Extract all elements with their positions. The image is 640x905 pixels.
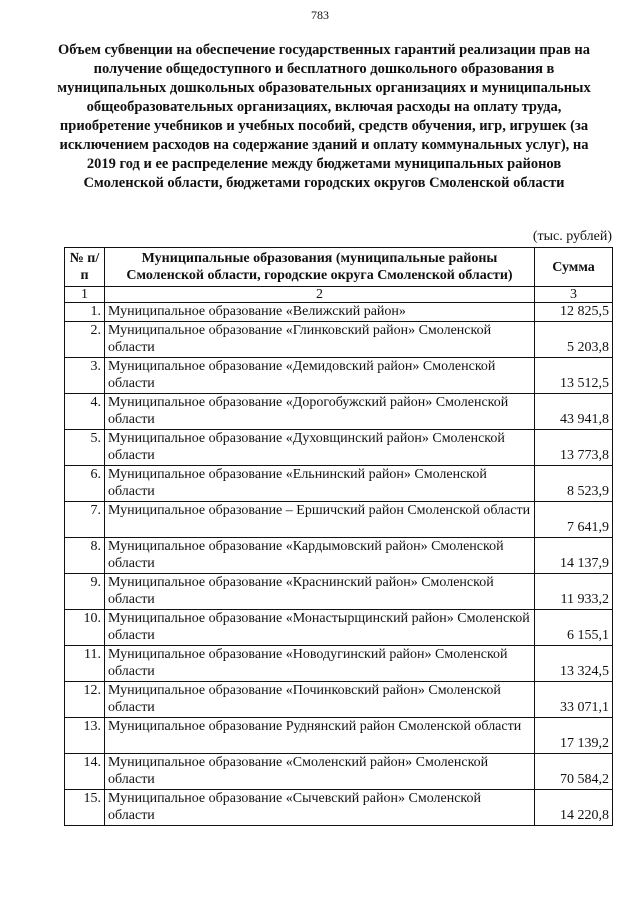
row-name-cell: Муниципальное образование «Монастырщинский район» Смоленской области <box>105 609 535 645</box>
table-header-row <box>65 248 613 287</box>
row-sum-cell: 12 825,5 <box>535 303 613 322</box>
row-name-cell: Муниципальное образование «Ельнинский район» Смоленской области <box>105 465 535 501</box>
table-row <box>65 303 613 322</box>
row-number-cell: 13. <box>65 717 105 753</box>
row-sum-cell: 14 220,8 <box>535 789 613 825</box>
row-number-cell: 14. <box>65 753 105 789</box>
table-row <box>65 645 613 681</box>
row-sum-cell: 7 641,9 <box>535 501 613 537</box>
table-row <box>65 789 613 825</box>
units-label: (тыс. рублей) <box>532 229 612 244</box>
table-row <box>65 753 613 789</box>
row-name-cell: Муниципальное образование «Демидовский район» Смоленской области <box>105 357 535 393</box>
subsidy-table <box>64 247 613 826</box>
row-name-cell: Муниципальное образование «Дорогобужский район» Смоленской области <box>105 393 535 429</box>
row-name-cell: Муниципальное образование «Духовщинский район» Смоленской области <box>105 429 535 465</box>
row-name-cell: Муниципальное образование «Сычевский район» Смоленской области <box>105 789 535 825</box>
row-sum-cell: 13 324,5 <box>535 645 613 681</box>
row-number-cell: 3. <box>65 357 105 393</box>
row-number-cell: 2. <box>65 321 105 357</box>
table-row <box>65 573 613 609</box>
table-row <box>65 321 613 357</box>
table-row <box>65 717 613 753</box>
row-sum-cell: 13 773,8 <box>535 429 613 465</box>
row-name-cell: Муниципальное образование – Ершичский район Смоленской области <box>105 501 535 537</box>
row-sum-cell: 6 155,1 <box>535 609 613 645</box>
row-sum-cell: 33 071,1 <box>535 681 613 717</box>
row-name-cell: Муниципальное образование «Новодугинский район» Смоленской области <box>105 645 535 681</box>
row-number-cell: 7. <box>65 501 105 537</box>
table-row <box>65 501 613 537</box>
row-sum-cell: 14 137,9 <box>535 537 613 573</box>
page-number: 783 <box>311 8 329 22</box>
column-number: 1 <box>65 287 105 303</box>
table-row <box>65 465 613 501</box>
column-number-row <box>65 287 613 303</box>
row-number-cell: 15. <box>65 789 105 825</box>
table-body <box>65 303 613 826</box>
row-number-cell: 11. <box>65 645 105 681</box>
table-row <box>65 609 613 645</box>
row-sum-cell: 11 933,2 <box>535 573 613 609</box>
column-number: 3 <box>535 287 613 303</box>
row-number-cell: 6. <box>65 465 105 501</box>
row-sum-cell: 70 584,2 <box>535 753 613 789</box>
document-title: Объем субвенции на обеспечение государственных гарантий реализации прав на получение общедоступного и бесплатного дошкольного образования в муниципальных дошкольных образовательных организациях и муниципальных общеобразовательных организациях, включая расходы на оплату труда, приобретение учебников и учебных пособий, средств обучения, игр, игрушек (за исключением расходов на содержание зданий и оплату коммунальных услуг), на 2019 год и ее распределение между бюджетами муниципальных районов Смоленской области, бюджетами городских округов Смоленской области <box>57 42 591 191</box>
header-num: № п/п <box>65 248 105 287</box>
row-sum-cell: 43 941,8 <box>535 393 613 429</box>
row-number-cell: 1. <box>65 303 105 322</box>
row-number-cell: 10. <box>65 609 105 645</box>
row-sum-cell: 5 203,8 <box>535 321 613 357</box>
row-sum-cell: 17 139,2 <box>535 717 613 753</box>
row-name-cell: Муниципальное образование «Кардымовский район» Смоленской области <box>105 537 535 573</box>
row-sum-cell: 8 523,9 <box>535 465 613 501</box>
row-name-cell: Муниципальное образование «Смоленский район» Смоленской области <box>105 753 535 789</box>
table-row <box>65 429 613 465</box>
table-row <box>65 393 613 429</box>
row-name-cell: Муниципальное образование Руднянский район Смоленской области <box>105 717 535 753</box>
row-number-cell: 8. <box>65 537 105 573</box>
row-number-cell: 12. <box>65 681 105 717</box>
table-row <box>65 537 613 573</box>
row-number-cell: 5. <box>65 429 105 465</box>
table-row <box>65 357 613 393</box>
column-number: 2 <box>105 287 535 303</box>
row-name-cell: Муниципальное образование «Велижский район» <box>105 303 535 322</box>
row-name-cell: Муниципальное образование «Краснинский район» Смоленской области <box>105 573 535 609</box>
row-name-cell: Муниципальное образование «Починковский район» Смоленской области <box>105 681 535 717</box>
row-number-cell: 9. <box>65 573 105 609</box>
row-number-cell: 4. <box>65 393 105 429</box>
header-sum: Сумма <box>535 248 613 287</box>
row-name-cell: Муниципальное образование «Глинковский район» Смоленской области <box>105 321 535 357</box>
table-row <box>65 681 613 717</box>
row-sum-cell: 13 512,5 <box>535 357 613 393</box>
header-name: Муниципальные образования (муниципальные районы Смоленской области, городские округа Смоленской области) <box>105 248 535 287</box>
